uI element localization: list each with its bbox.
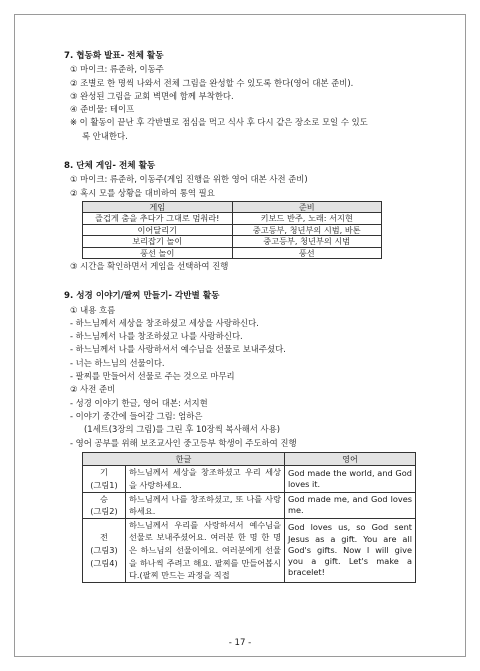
section-9-item: - 영어 공부를 위해 보조교사인 중고등부 학생이 주도하여 진행 — [70, 437, 297, 448]
table-cell: God made me, and God loves me. — [285, 492, 416, 518]
section-7-item: ④ 준비물: 테이프 — [70, 104, 135, 115]
document-body — [64, 50, 416, 583]
table-cell: God loves us, so God sent Jesus as a gift. You are all God's gifts. Now I will give you a gift. Let's make a bracelet! — [285, 518, 416, 582]
games-table-header: 준비 — [232, 201, 382, 212]
section-9-item: ① 내용 흐름 — [70, 304, 116, 315]
games-table — [82, 201, 382, 259]
section-8-heading: 8. 단체 게임- 전체 활동 — [64, 161, 156, 172]
table-cell: 풍선 — [232, 247, 382, 258]
section-7-item: ① 마이크: 류준하, 이동주 — [70, 64, 164, 75]
table-row — [83, 518, 416, 582]
page-number: - 17 - — [228, 638, 252, 648]
section-7-heading: 7. 협동화 발표- 전체 활동 — [64, 51, 164, 61]
story-table-header: 영어 — [285, 452, 416, 466]
section-9-item: - 하느님께서 나를 사랑하셔서 예수님을 선물로 보내주셨다. — [70, 344, 286, 355]
table-cell: God made the world, and God loves it. — [285, 466, 416, 492]
section-8-item: ② 혹시 모를 상황을 대비하여 통역 필요 — [70, 187, 215, 198]
section-9-item: - 성경 이야기 한글, 영어 대본: 서지현 — [70, 397, 208, 408]
table-cell: 승 (그림2) — [83, 492, 126, 518]
table-row — [83, 492, 416, 518]
table-cell: 보리잡기 놀이 — [83, 236, 233, 247]
section-9-item: - 팔찌를 만들어서 선물로 주는 것으로 마무리 — [70, 371, 235, 382]
table-cell: 중고등부, 청년부의 시범 — [232, 236, 382, 247]
section-9-item: (1세트(3장의 그림)를 그린 후 10장씩 복사해서 사용) — [84, 424, 280, 435]
section-9-heading: 9. 성경 이야기/팔찌 만들기- 각반별 활동 — [64, 291, 220, 302]
table-cell: 하느님께서 나를 창조하셨고, 또 나를 사랑하세요. — [126, 492, 285, 518]
table-cell: 기 (그림1) — [83, 466, 126, 492]
story-table — [82, 452, 416, 583]
story-table-header: 한글 — [83, 452, 285, 466]
games-table-header: 게임 — [83, 201, 233, 212]
table-cell: 하느님께서 세상을 창조하셨고 우리 세상을 사랑하세요. — [126, 466, 285, 492]
section-9-item: ② 사전 준비 — [70, 384, 116, 395]
table-cell: 중고등부, 청년부의 시범, 바톤 — [232, 224, 382, 235]
section-7-note: 록 안내한다. — [82, 130, 128, 141]
section-9-item: - 너는 하느님의 선물이다. — [70, 357, 165, 368]
table-cell: 풍선 놀이 — [83, 247, 233, 258]
section-8-item: ① 마이크: 류준하, 이동주(게임 진행을 위한 영어 대본 사전 준비) — [70, 174, 308, 185]
section-7-item: ③ 완성된 그림을 교회 벽면에 함께 부착한다. — [70, 90, 234, 101]
section-8-item: ③ 시간을 확인하면서 게임을 선택하여 진행 — [70, 261, 229, 271]
table-row — [83, 466, 416, 492]
table-row — [83, 213, 382, 224]
table-cell: 이어달리기 — [83, 224, 233, 235]
section-9-item: - 하느님께서 세상을 창조하셨고 세상을 사랑하신다. — [70, 317, 259, 328]
section-9-item: - 하느님께서 나를 창조하셨고 나를 사랑하신다. — [70, 331, 243, 342]
table-row — [83, 224, 382, 235]
table-cell: 즐겁게 춤을 추다가 그대로 멈춰라! — [83, 213, 233, 224]
table-cell: 전 (그림3) (그림4) — [83, 518, 126, 582]
table-cell: 키보드 반주, 노래: 서지현 — [232, 213, 382, 224]
table-cell: 하느님께서 우리를 사랑하셔서 예수님을 선물로 보내주셨어요. 여러분 한 명 한 명은 하느님의 선물이에요. 여러분에게 선물을 하나씩 주려고 해요. 팔찌를 만들어봅시다.(팔찌 만드는 과정을 직접 — [126, 518, 285, 582]
table-row — [83, 236, 382, 247]
section-9-item: - 이야기 중간에 들어갈 그림: 엄하은 — [70, 410, 203, 421]
section-7-note: ※ 이 활동이 끝난 후 각반별로 점심을 먹고 식사 후 다시 같은 장소로 모일 수 있도 — [70, 117, 368, 128]
table-row — [83, 247, 382, 258]
section-7-item: ② 조별로 한 명씩 나와서 전체 그림을 완성할 수 있도록 한다(영어 대본 준비). — [70, 77, 354, 88]
